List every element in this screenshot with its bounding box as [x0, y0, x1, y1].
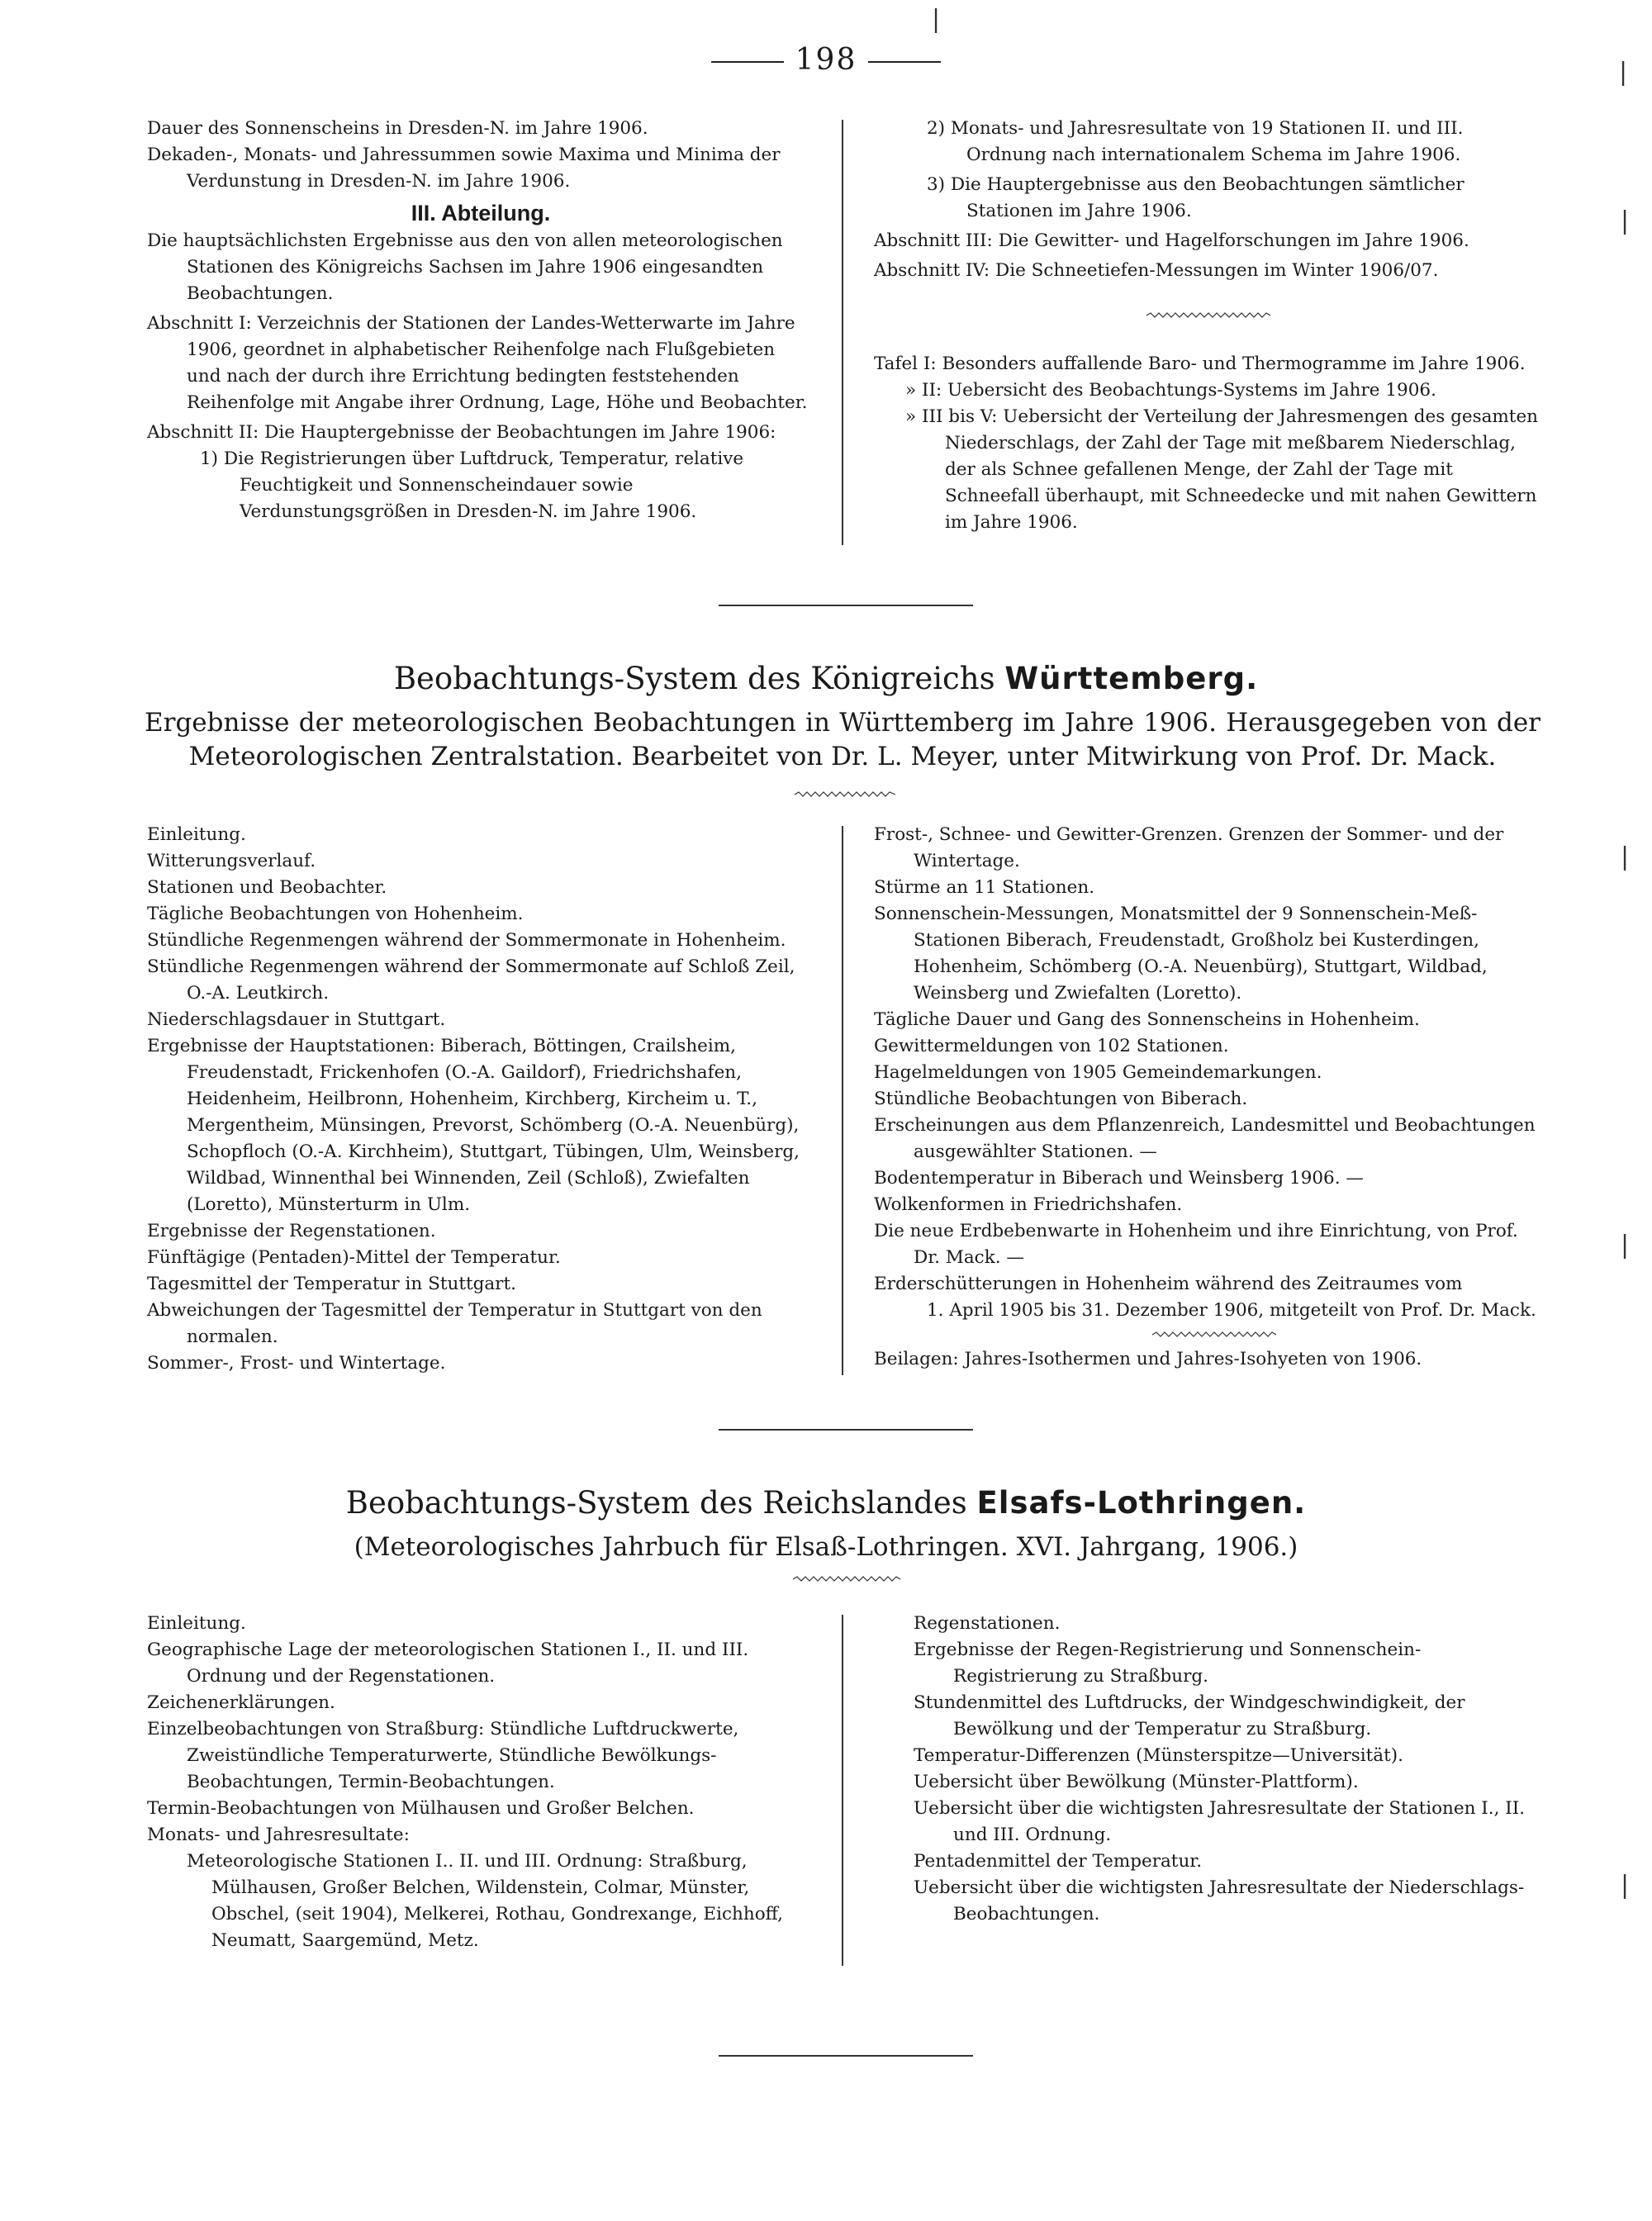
text-entry: Abschnitt IV: Die Schneetiefen-Messungen im Winter 1906/07.	[874, 260, 1439, 281]
margin-mark: |	[1619, 58, 1628, 87]
list-item: Regenstationen.	[914, 1613, 1061, 1634]
list-item: Meteorologische Stationen I.. II. und III. Ordnung: Straßburg, Mülhausen, Großer Belchen, Wildenstein, Colmar, Münster, Obschel, (seit 1904), Melkerei, Rothau, Gondrexange, Eichhoff, Neumatt, Saargemünd, Metz.	[187, 1851, 783, 1951]
tafel-list	[874, 351, 1545, 536]
list-item: Stürme an 11 Stationen.	[874, 877, 1095, 898]
list-item: Tägliche Beobachtungen von Hohenheim.	[147, 904, 524, 924]
list-item: Einzelbeobachtungen von Straßburg: Stündliche Luftdruckwerte, Zweistündliche Temperaturwerte, Stündliche Bewölkungs-Beobachtungen, Termin-Beobachtungen.	[147, 1719, 739, 1792]
text-entry: Abschnitt III: Die Gewitter- und Hagelforschungen im Jahre 1906.	[874, 230, 1469, 251]
list-item: Ergebnisse der Regenstationen.	[147, 1221, 436, 1241]
list-item: Sommer-, Frost- und Wintertage.	[147, 1353, 446, 1374]
wuerttemberg-subtitle: Ergebnisse der meteorologischen Beobachtungen in Württemberg im Jahre 1906. Herausgegeben von der Meteorologischen Zentralstation. Bearbeitet von Dr. L. Meyer, unter Mitwirkung von Prof. Dr. Mack.	[145, 708, 1540, 771]
list-item: Ergebnisse der Regen-Registrierung und Sonnenschein-Registrierung zu Straßburg.	[914, 1640, 1422, 1687]
text-entry: Die hauptsächlichsten Ergebnisse aus den von allen meteorologischen Stationen des Königreichs Sachsen im Jahre 1906 eingesandten Beobachtungen.	[147, 230, 783, 304]
list-item: Stündliche Regenmengen während der Sommermonate auf Schloß Zeil, O.-A. Leutkirch.	[147, 956, 795, 1004]
column-divider	[842, 120, 843, 545]
list-item: Zeichenerklärungen.	[147, 1692, 335, 1713]
list-item: Bodentemperatur in Biberach und Weinsberg 1906. —	[874, 1168, 1364, 1189]
list-item: Einleitung.	[147, 824, 246, 845]
list-item: Die neue Erdbebenwarte in Hohenheim und ihre Einrichtung, von Prof. Dr. Mack. —	[874, 1221, 1518, 1268]
list-item: Uebersicht über die wichtigsten Jahresresultate der Stationen I., II. und III. Ordnung.	[914, 1798, 1526, 1845]
beilagen-text: Beilagen: Jahres-Isothermen und Jahres-Isohyeten von 1906.	[874, 1349, 1422, 1369]
margin-mark: |	[1621, 842, 1630, 871]
list-item: Tägliche Dauer und Gang des Sonnenscheins in Hohenheim.	[874, 1009, 1420, 1030]
list-item: Hagelmeldungen von 1905 Gemeindemarkungen.	[874, 1062, 1322, 1083]
text-entry: Dauer des Sonnenscheins in Dresden-N. im Jahre 1906.	[147, 118, 648, 139]
elsass-left-column	[147, 1611, 816, 1954]
list-item: Stundenmittel des Luftdrucks, der Windgeschwindigkeit, der Bewölkung und der Temperatur zu Straßburg.	[914, 1692, 1465, 1739]
list-item: Einleitung.	[147, 1613, 246, 1634]
list-item: Tagesmittel der Temperatur in Stuttgart.	[147, 1274, 516, 1294]
text-entry: 1) Die Registrierungen über Luftdruck, Temperatur, relative Feuchtigkeit und Sonnenscheindauer sowie Verdunstungsgrößen in Dresden-N. im Jahre 1906.	[200, 448, 744, 522]
text-entry: 2) Monats- und Jahresresultate von 19 Stationen II. und III. Ordnung nach internationalem Schema im Jahre 1906.	[927, 118, 1464, 165]
ornament-squiggle	[793, 1576, 900, 1583]
list-item: Pentadenmittel der Temperatur.	[914, 1851, 1203, 1872]
title-prefix: Beobachtungs-System des Königreichs	[393, 661, 995, 696]
section-separator	[719, 605, 973, 606]
ornament-squiggle	[795, 791, 895, 798]
list-item: Stündliche Regenmengen während der Sommermonate in Hohenheim.	[147, 930, 786, 951]
column-divider	[842, 1615, 843, 1966]
text-entry: 3) Die Hauptergebnisse aus den Beobachtungen sämtlicher Stationen im Jahre 1906.	[927, 174, 1464, 221]
column-divider	[842, 826, 843, 1375]
list-item: Erderschütterungen in Hohenheim während des Zeitraumes vom	[874, 1274, 1463, 1294]
list-item: Abweichungen der Tagesmittel der Temperatur in Stuttgart von den normalen.	[147, 1300, 762, 1347]
list-item: Fünftägige (Pentaden)-Mittel der Temperatur.	[147, 1247, 561, 1268]
list-item: Termin-Beobachtungen von Mülhausen und Großer Belchen.	[147, 1798, 695, 1819]
margin-mark: |	[1621, 1231, 1630, 1260]
wuerttemberg-left-column	[147, 822, 816, 1377]
list-item: Witterungsverlauf.	[147, 851, 316, 871]
text-entry: Abschnitt I: Verzeichnis der Stationen der Landes-Wetterwarte im Jahre 1906, geordnet in alphabetischer Reihenfolge nach Flußgebieten und nach der durch ihre Errichtung bedingten feststehenden Reihenfolge mit Angabe ihrer Ordnung, Lage, Höhe und Beobachter.	[147, 313, 808, 413]
title-name: Elsafs-Lothringen.	[976, 1485, 1307, 1521]
list-item: Sonnenschein-Messungen, Monatsmittel der 9 Sonnenschein-Meß-Stationen Biberach, Freudenstadt, Großholz bei Kusterdingen, Hohenheim, Schömberg (O.-A. Neuenbürg), Stuttgart, Wildbad, Weinsberg und Zwiefalten (Loretto).	[874, 904, 1488, 1004]
wuerttemberg-right-column	[874, 822, 1545, 1324]
section-heading: III. Abteilung.	[411, 201, 551, 225]
tafel-entry: » III bis V: Uebersicht der Verteilung der Jahresmengen des gesamten Niederschlags, der Zahl der Tage mit meßbarem Niederschlag, der als Schnee gefallenen Menge, der Zahl der Tage mit Schneefall überhaupt, mit Schneedecke und mit nahen Gewittern im Jahre 1906.	[905, 406, 1539, 533]
tafel-entry: Tafel I: Besonders auffallende Baro- und Thermogramme im Jahre 1906.	[874, 354, 1526, 374]
list-item: Geographische Lage der meteorologischen Stationen I., II. und III. Ordnung und der Regenstationen.	[147, 1640, 749, 1687]
list-item: Monats- und Jahresresultate:	[147, 1825, 410, 1845]
margin-mark: |	[1621, 1871, 1630, 1900]
margin-mark: |	[1621, 206, 1630, 235]
wuerttemberg-title	[0, 661, 1652, 696]
title-name: Württemberg.	[1004, 661, 1259, 696]
beilagen-line	[874, 1346, 1545, 1373]
list-item: Wolkenformen in Friedrichshafen.	[874, 1194, 1183, 1215]
margin-mark: |	[932, 5, 941, 34]
elsass-title	[0, 1485, 1652, 1521]
page-number-line	[0, 43, 1652, 77]
top-right-column	[874, 116, 1545, 284]
list-item: Stationen und Beobachter.	[147, 877, 387, 898]
list-item: Frost-, Schnee- und Gewitter-Grenzen. Grenzen der Sommer- und der Wintertage.	[874, 824, 1504, 871]
ornament-squiggle	[1152, 1331, 1276, 1338]
list-item: Temperatur-Differenzen (Münsterspitze—Universität).	[914, 1745, 1403, 1766]
list-item: Stündliche Beobachtungen von Biberach.	[874, 1089, 1248, 1109]
elsass-right-column	[914, 1611, 1545, 1928]
section-separator	[719, 2055, 973, 2057]
list-item: Uebersicht über Bewölkung (Münster-Plattform).	[914, 1772, 1359, 1792]
list-item: Ergebnisse der Hauptstationen: Biberach, Böttingen, Crailsheim, Freudenstadt, Frickenhofen (O.-A. Gaildorf), Friedrichshafen, Heidenheim, Heilbronn, Hohenheim, Kirchberg, Kircheim u. T., Mergentheim, Münsingen, Prevorst, Schömberg (O.-A. Neuenbürg), Schopfloch (O.-A. Kirchheim), Stuttgart, Tübingen, Ulm, Weinsberg, Wildbad, Winnenthal bei Winnenden, Zeil (Schloß), Zwiefalten (Loretto), Münsterturm in Ulm.	[147, 1036, 800, 1215]
text-entry: Abschnitt II: Die Hauptergebnisse der Beobachtungen im Jahre 1906:	[147, 422, 776, 443]
page-number: 198	[795, 43, 857, 77]
title-prefix: Beobachtungs-System des Reichslandes	[345, 1485, 967, 1521]
list-item: Erscheinungen aus dem Pflanzenreich, Landesmittel und Beobachtungen ausgewählter Stationen. —	[874, 1115, 1536, 1162]
list-item: Uebersicht über die wichtigsten Jahresresultate der Niederschlags-Beobachtungen.	[914, 1877, 1525, 1924]
list-item: Niederschlagsdauer in Stuttgart.	[147, 1009, 446, 1030]
ornament-squiggle	[1146, 312, 1270, 319]
top-left-column	[147, 116, 814, 525]
section-separator	[719, 1429, 973, 1431]
elsass-subtitle: (Meteorologisches Jahrbuch für Elsaß-Lothringen. XVI. Jahrgang, 1906.)	[354, 1532, 1298, 1562]
list-item: Gewittermeldungen von 102 Stationen.	[874, 1036, 1229, 1056]
list-item: 1. April 1905 bis 31. Dezember 1906, mitgeteilt von Prof. Dr. Mack.	[927, 1300, 1536, 1321]
tafel-entry: » II: Uebersicht des Beobachtungs-Systems im Jahre 1906.	[905, 380, 1436, 401]
text-entry: Dekaden-, Monats- und Jahressummen sowie Maxima und Minima der Verdunstung in Dresden-N. im Jahre 1906.	[147, 145, 781, 192]
